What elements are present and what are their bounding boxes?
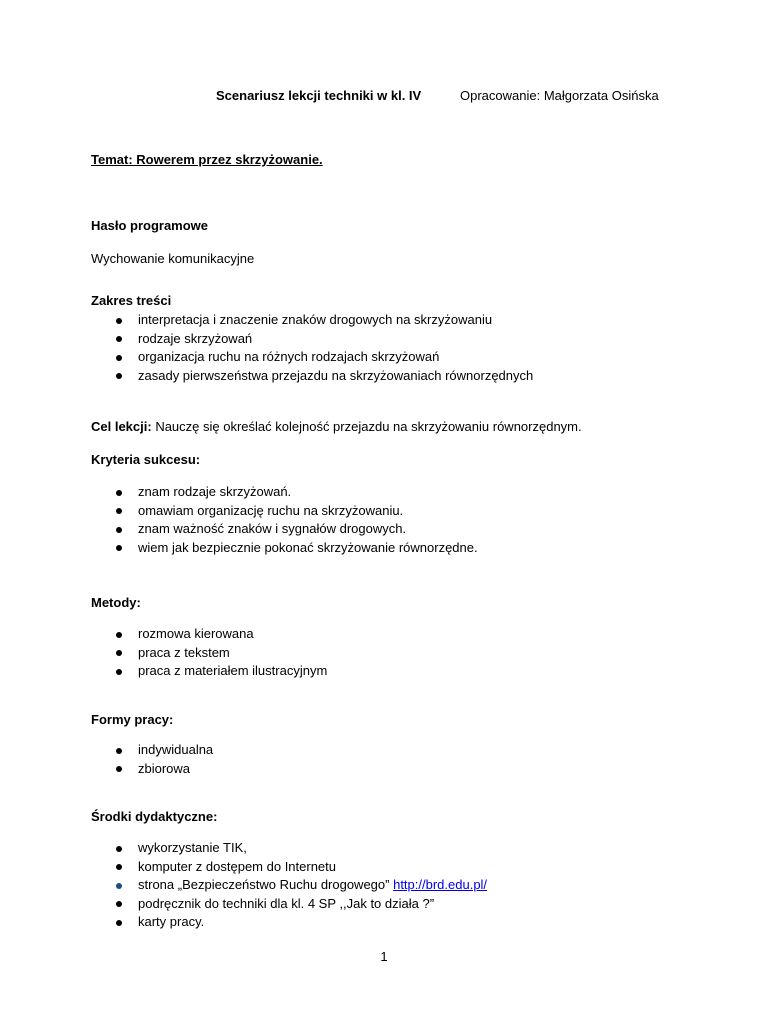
- list-item: indywidualna: [91, 741, 731, 760]
- bullet-icon: [116, 355, 122, 361]
- bullet-icon: [116, 883, 122, 889]
- bullet-icon: [116, 650, 122, 656]
- document-header: [0, 86, 768, 106]
- page-number: 1: [380, 949, 388, 964]
- program-text: Wychowanie komunikacyjne: [91, 251, 255, 266]
- program-heading: Hasło programowe: [91, 218, 209, 233]
- criteria-heading: Kryteria sukcesu:: [91, 452, 201, 467]
- list-item: interpretacja i znaczenie znaków drogowych na skrzyżowaniu: [91, 311, 731, 330]
- criteria-list-container: [91, 483, 731, 557]
- bullet-icon: [116, 508, 122, 514]
- list-item: praca z materiałem ilustracyjnym: [91, 662, 731, 681]
- list-item: komputer z dostępem do Internetu: [91, 858, 731, 877]
- bullet-icon: [116, 632, 122, 638]
- lesson-goal: [91, 417, 731, 436]
- resources-list: [91, 839, 731, 932]
- forms-heading: Formy pracy:: [91, 712, 174, 727]
- bullet-icon: [116, 748, 122, 754]
- bullet-icon: [116, 920, 122, 926]
- list-item: rodzaje skrzyżowań: [91, 330, 731, 349]
- list-item: znam rodzaje skrzyżowań.: [91, 483, 731, 502]
- scope-list: [91, 311, 731, 385]
- methods-list-container: [91, 625, 731, 681]
- list-item: praca z tekstem: [91, 644, 731, 663]
- bullet-icon: [116, 336, 122, 342]
- list-item: podręcznik do techniki dla kl. 4 SP ,,Jak to działa ?”: [91, 895, 731, 914]
- goal-text: Nauczę się określać kolejność przejazdu na skrzyżowaniu równorzędnym.: [151, 419, 582, 434]
- list-item: omawiam organizację ruchu na skrzyżowaniu.: [91, 502, 731, 521]
- goal-label: Cel lekcji:: [91, 419, 152, 434]
- brd-website-link[interactable]: http://brd.edu.pl/: [393, 877, 488, 893]
- list-item: zbiorowa: [91, 760, 731, 779]
- list-item: wiem jak bezpiecznie pokonać skrzyżowanie równorzędne.: [91, 539, 731, 558]
- bullet-icon: [116, 901, 122, 907]
- author-line: Opracowanie: Małgorzata Osińska: [460, 88, 659, 103]
- list-item: znam ważność znaków i sygnałów drogowych.: [91, 520, 731, 539]
- bullet-icon: [116, 864, 122, 870]
- bullet-icon: [116, 766, 122, 772]
- bullet-icon: [116, 669, 122, 675]
- forms-list: [91, 741, 731, 778]
- forms-list-container: [91, 741, 731, 778]
- list-item: karty pracy.: [91, 913, 731, 932]
- list-item: organizacja ruchu na różnych rodzajach skrzyżowań: [91, 348, 731, 367]
- resources-list-container: [91, 839, 731, 932]
- list-item: wykorzystanie TIK,: [91, 839, 731, 858]
- list-item: strona „Bezpieczeństwo Ruchu drogowego” http://brd.edu.pl/: [91, 876, 731, 895]
- lesson-topic: Temat: Rowerem przez skrzyżowanie.: [91, 152, 323, 167]
- bullet-icon: [116, 373, 122, 379]
- criteria-list: [91, 483, 731, 557]
- resources-heading: Środki dydaktyczne:: [91, 809, 218, 824]
- bullet-icon: [116, 545, 122, 551]
- list-item: zasady pierwszeństwa przejazdu na skrzyżowaniach równorzędnych: [91, 367, 731, 386]
- scope-list-container: [91, 311, 731, 385]
- bullet-icon: [116, 846, 122, 852]
- list-item: rozmowa kierowana: [91, 625, 731, 644]
- scope-heading: Zakres treści: [91, 293, 172, 308]
- lesson-title: Scenariusz lekcji techniki w kl. IV: [216, 88, 422, 103]
- bullet-icon: [116, 490, 122, 496]
- methods-list: [91, 625, 731, 681]
- bullet-icon: [116, 527, 122, 533]
- methods-heading: Metody:: [91, 595, 141, 610]
- bullet-icon: [116, 318, 122, 324]
